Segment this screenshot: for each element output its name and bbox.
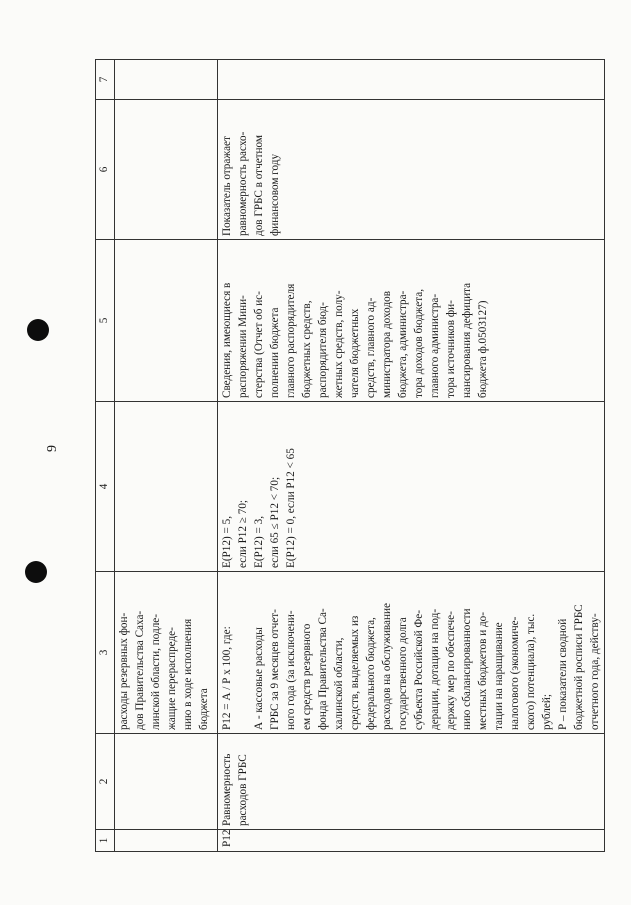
continued-cell-7 [115,60,218,100]
continued-cell-2 [115,734,218,830]
column-header-5: 5 [96,240,115,402]
formula-text: Р12 = А / Р x 100, где: [221,626,233,730]
punch-hole-bottom [25,561,47,583]
column-header-6: 6 [96,100,115,240]
continued-cell-4 [115,402,218,572]
formula-definition: А - кассовые расходы ГРБС за 9 месяцев отчет- ного года (за исключени- ем средств резервного фонда Правительства Са- халинской области, средств, выделяемых из федерального бюджета, расходов на обслуживание государственного долга субъекта Российской Фе- дерации, дотации на под- держку мер по обеспече- нию сбалансированности местных бюджетов и до- тации на наращивание налогового (экономиче- ского) потенциала), тыс. рублей; Р – показатели сводной бюджетной росписи ГРБС отчетного года, действу- [253,603,601,730]
extra-cell [218,60,605,100]
column-header-1: 1 [96,830,115,852]
column-header-2: 2 [96,734,115,830]
data-source-cell: Сведения, имеющиеся в распоряжении Мини- стерства (Отчет об ис- полнении бюджета главного распорядителя бюджетных средств, распорядителя бюд- жетных средств, полу- чателя бюджетных средств, главного ад- министратора доходов бюджета, администра- тора доходов бюджета, главного администра- тора источников фи- нансирования дефицита бюджета ф.0503127) [218,240,605,402]
table-row [218,60,605,852]
continued-description-cell: расходы резервных фон- дов Правительства Саха- линской области, подле- жащие перераспреде- нию в ходе исполнения бюджета [115,572,218,734]
note-cell: Показатель отражает равномерность расхо- дов ГРБС в отчетном финансовом году [218,100,605,240]
column-header-7: 7 [96,60,115,100]
continued-row [115,60,218,852]
criteria-table [95,59,605,852]
indicator-name: Равномерность расходов ГРБС [218,734,605,830]
column-header-3: 3 [96,572,115,734]
scoring-cell: E(Р12) = 5, если Р12 ≥ 70; E(Р12) = 3, если 65 ≤ Р12 < 70; E(Р12) = 0, если Р12 < 65 [218,402,605,572]
continued-cell-1 [115,830,218,852]
header-row [96,60,115,852]
continued-cell-6 [115,100,218,240]
column-header-4: 4 [96,402,115,572]
continued-cell-5 [115,240,218,402]
rotated-table-sheet [95,60,601,852]
formula-cell [218,572,605,734]
page-number: 9 [45,445,60,452]
punch-hole-top [27,319,49,341]
indicator-code: Р12 [218,830,605,852]
